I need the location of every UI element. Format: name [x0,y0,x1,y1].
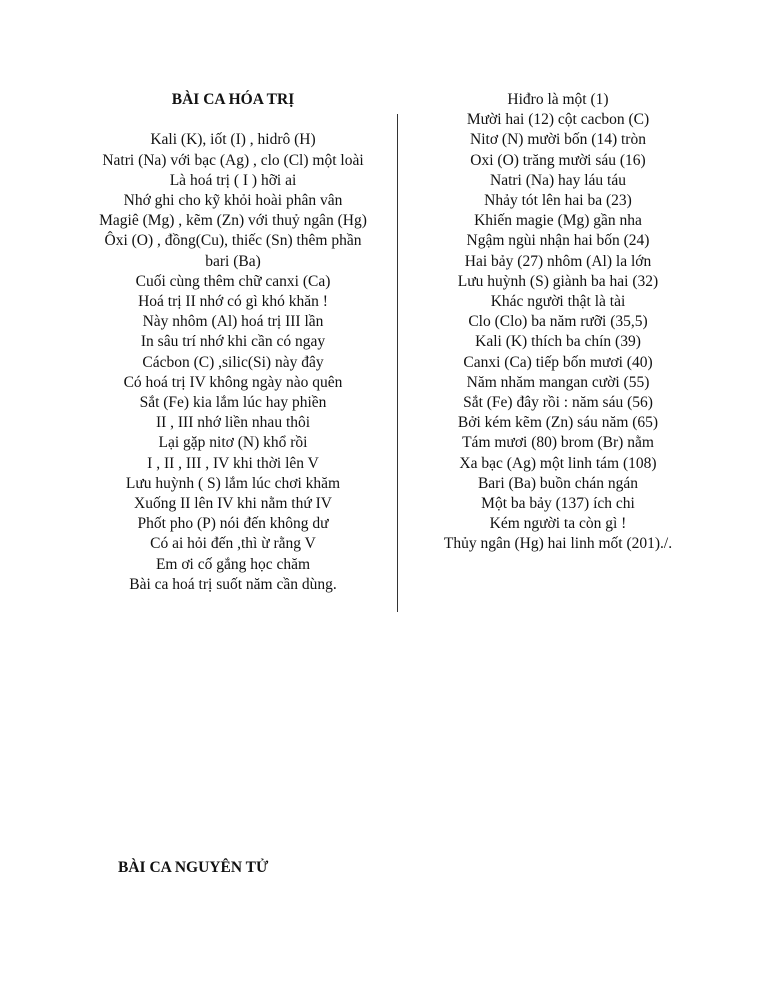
poem-line: Cácbon (C) ,silic(Si) này đây [142,353,324,371]
poem-line: Canxi (Ca) tiếp bốn mươi (40) [463,353,653,371]
poem-line: Có ai hỏi đến ,thì ừ rằng V [150,535,316,553]
poem-line: Magiê (Mg) , kẽm (Zn) với thuỷ ngân (Hg) [99,212,367,230]
poem-line: Năm nhăm mangan cười (55) [466,373,650,391]
poem-line: I , II , III , IV khi thời lên V [147,454,319,472]
poem-line: Nitơ (N) mười bốn (14) tròn [470,131,646,149]
poem-line: Natri (Na) hay láu táu [490,171,626,189]
poem-line: Này nhôm (Al) hoá trị III lần [142,313,324,331]
poem-line: Nhớ ghi cho kỹ khỏi hoài phân vân [123,192,343,209]
poem-line: Kali (K), iốt (I) , hidrô (H) [150,131,316,149]
poem-line: Sắt (Fe) kia lắm lúc hay phiền [139,394,327,412]
poem-atom-title: BÀI CA NGUYÊN TỬ [118,859,269,876]
poem-line: Một ba bảy (137) ích chi [481,495,635,513]
poem-line: Xa bạc (Ag) một linh tám (108) [459,454,657,472]
poem-line: Khác người thật là tài [490,293,626,311]
poem-line: Lại gặp nitơ (N) khổ rồi [158,434,308,452]
poem-line: Em ơi cố gắng học chăm [155,555,311,573]
poem-valence-lines [70,130,396,595]
poem-valence-title: BÀI CA HÓA TRỊ [171,91,295,108]
poem-line: Hoá trị II nhớ có gì khó khăn ! [138,293,328,311]
poem-line: Natri (Na) với bạc (Ag) , clo (Cl) một loài [102,151,364,169]
poem-line: Kém người ta còn gì ! [489,515,627,533]
poem-line: Thủy ngân (Hg) hai linh mốt (201)./. [443,535,673,553]
poem-line: Oxi (O) trăng mười sáu (16) [470,151,646,169]
poem-atomic-mass-lines [408,90,708,555]
poem-line: Ôxi (O) , đồng(Cu), thiếc (Sn) thêm phần [104,232,362,250]
poem-line: Ngậm ngùi nhận hai bốn (24) [466,232,650,250]
poem-line: Bài ca hoá trị suốt năm cần dùng. [129,575,337,593]
poem-line: Kali (K) thích ba chín (39) [475,333,641,351]
poem-line: Hai bảy (27) nhôm (Al) la lớn [464,252,652,270]
poem-line: Cuối cùng thêm chữ canxi (Ca) [135,272,331,290]
poem-line: Xuống II lên IV khi nằm thứ IV [134,495,332,513]
poem-line: Sắt (Fe) đây rồi : năm sáu (56) [463,394,653,412]
poem-line: II , III nhớ liền nhau thôi [155,414,311,432]
poem-line: Là hoá trị ( I ) hỡi ai [169,171,297,189]
column-divider [397,114,398,612]
poem-line: Khiến magie (Mg) gần nha [474,212,642,230]
poem-line: Có hoá trị IV không ngày nào quên [123,373,343,391]
poem-line: bari (Ba) [205,252,261,270]
poem-line: Hiđro là một (1) [507,91,609,108]
poem-valence-column [70,90,396,595]
poem-atomic-mass-column [408,90,708,555]
poem-line: Nhảy tót lên hai ba (23) [484,192,632,210]
poem-line: Lưu huỳnh (S) giành ba hai (32) [457,272,659,290]
poem-line: Tám mươi (80) brom (Br) nằm [462,434,654,452]
poem-line: Mười hai (12) cột cacbon (C) [466,111,650,129]
poem-line: Bởi kém kẽm (Zn) sáu năm (65) [457,414,659,432]
poem-line: Clo (Clo) ba năm rưỡi (35,5) [468,313,648,331]
poem-line: In sâu trí nhớ khi cần có ngay [140,333,326,351]
poem-line: Bari (Ba) buồn chán ngán [477,474,639,492]
poem-line: Phốt pho (P) nói đến không dư [137,515,329,533]
poem-line: Lưu huỳnh ( S) lắm lúc chơi khăm [125,474,341,492]
